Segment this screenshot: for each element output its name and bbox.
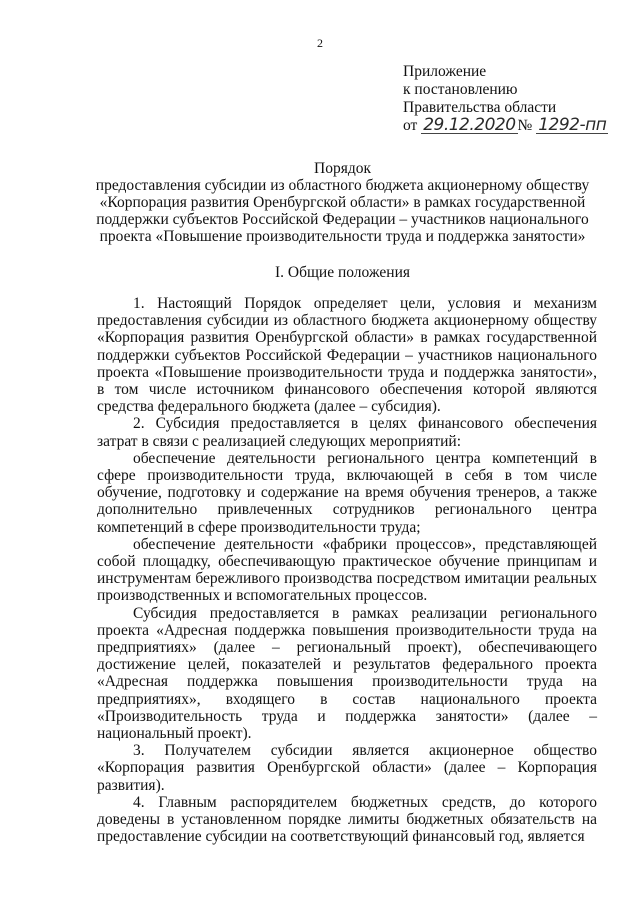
appendix-line-3: Правительства области xyxy=(403,99,557,116)
paragraph-4: 4. Главным распорядителем бюджетных средств, до которого доведены в установленном порядке лимиты бюджетных обязательств на предоставление субсидии на соответствующий финансовый год, является xyxy=(97,793,597,846)
paragraph-1: 1. Настоящий Порядок определяет цели, условия и механизм предоставления субсидии из областного бюджета акционерному обществу «Корпорация развития Оренбургской области» в рамках государственной поддержки субъектов Российской Федерации – участников национального проекта «Повышение производительности труда и поддержка занятости», в том числе источником финансового обеспечения которой являются средства федерального бюджета (далее – субсидия). xyxy=(97,295,597,416)
handwritten-date: 29.12.2020 xyxy=(423,115,516,135)
title-line-2: «Корпорация развития Оренбургской области» в рамках государственной xyxy=(99,194,586,211)
paragraph-2-item-2: обеспечение деятельности «фабрики процессов», представляющей собой площадку, обеспечивающую практическое обучение принципам и инструментам бережливого производства посредством имитации реальных производственных и вспомогательных процессов. xyxy=(97,535,597,605)
page-number: 2 xyxy=(317,36,323,50)
paragraph-2: 2. Субсидия предоставляется в целях финансового обеспечения затрат в связи с реализацией следующих мероприятий: xyxy=(97,415,597,450)
document-body xyxy=(97,295,597,846)
appendix-line-1: Приложение xyxy=(403,63,487,80)
paragraph-2-note: Субсидия предоставляется в рамках реализации регионального проекта «Адресная поддержка повышения производительности труда на предприятиях» (далее – региональный проект), обеспечивающего достижение целей, показателей и результатов федерального проекта «Адресная поддержка повышения производительности труда на предприятиях», входящего в состав национального проекта «Производительность труда и поддержка занятости» (далее – национальный проект). xyxy=(97,604,597,743)
document-title xyxy=(90,160,595,245)
appendix-line-2: к постановлению xyxy=(403,81,518,98)
appendix-date-line xyxy=(403,117,608,135)
appendix-block xyxy=(403,63,608,135)
date-prefix: от xyxy=(403,117,418,134)
number-sign: № xyxy=(517,117,533,134)
paragraph-2-item-1: обеспечение деятельности регионального центра компетенций в сфере производительности труда, включающей в себя в том числе обучение, подготовку и содержание на время обучения тренеров, а также дополнительно привлеченных сотрудников регионального центра компетенций в сфере производительности труда; xyxy=(97,449,597,536)
paragraph-3: 3. Получателем субсидии является акционерное общество «Корпорация развития Оренбургской области» (далее – Корпорация развития). xyxy=(97,742,597,794)
title-line-3: поддержки субъектов Российской Федерации – участников национального xyxy=(96,211,589,228)
section-heading: I. Общие положения xyxy=(274,264,411,281)
title-line-4: проекта «Повышение производительности труда и поддержка занятости» xyxy=(99,228,586,245)
title-line-1: предоставления субсидии из областного бюджета акционерному обществу xyxy=(95,177,590,194)
handwritten-number: 1292-пп xyxy=(538,115,607,135)
title-heading: Порядок xyxy=(314,160,371,177)
